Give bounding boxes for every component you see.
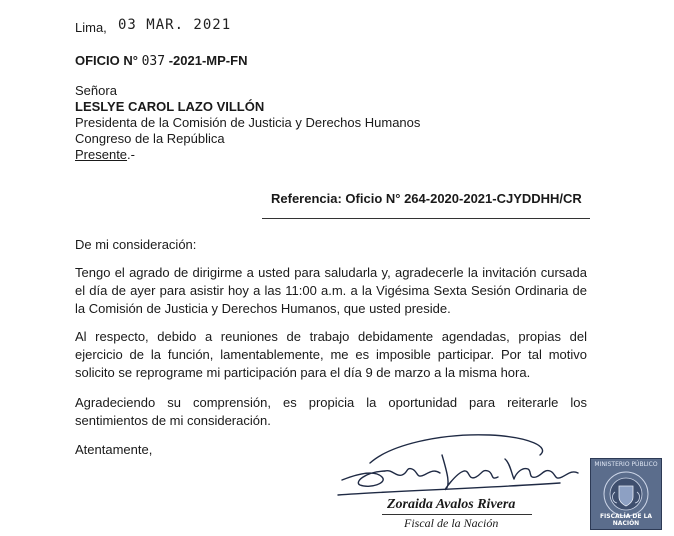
recipient-salutation: Señora: [75, 83, 117, 98]
seal-top-text: MINISTERIO PÚBLICO: [594, 461, 658, 468]
paragraph-2: Al respecto, debido a reuniones de trabajo debidamente agendadas, propias del ejercicio de la función, lamentablemente, me es imposible participar. Por tal motivo solicito se reprograme mi participación para el día 9 de marzo a la misma hora.: [75, 329, 587, 380]
recipient-name: LESLYE CAROL LAZO VILLÓN: [75, 99, 265, 114]
recipient-institution: Congreso de la República: [75, 131, 225, 146]
paragraph-3: Agradeciendo su comprensión, es propicia la oportunidad para reiterarle los sentimientos de mi consideración.: [75, 395, 587, 428]
office-number: 037: [141, 54, 166, 69]
signature-underline: [382, 514, 532, 515]
seal-bottom-text: FISCALÍA DE LA NACIÓN: [599, 513, 653, 527]
reference-underline: [262, 218, 590, 219]
place-label: Lima,: [75, 20, 107, 35]
office-suffix: -2021-MP-FN: [168, 53, 248, 68]
office-prefix: OFICIO N°: [75, 53, 138, 68]
presente-suffix: .-: [127, 147, 135, 162]
presente-word: Presente: [75, 147, 128, 162]
greeting: De mi consideración:: [75, 237, 197, 252]
paragraph-1: Tengo el agrado de dirigirme a usted para saludarla y, agradecerle la invitación cursada el día de ayer para asistir hoy a las 11:00 a.m. a la Vigésima Sexta Sesión Ordinaria de la Comisión de Justicia y Derechos Humanos, que usted preside.: [75, 265, 587, 316]
reference-line: Referencia: Oficio N° 264-2020-2021-CJYDDHH/CR: [271, 191, 582, 206]
recipient-role: Presidenta de la Comisión de Justicia y Derechos Humanos: [75, 115, 421, 130]
signatory-title: Fiscal de la Nación: [404, 516, 499, 530]
signatory-name: Zoraida Avalos Rivera: [387, 497, 516, 512]
office-reference: [75, 52, 247, 71]
recipient-presente: [75, 146, 135, 164]
date-stamp: 03 MAR. 2021: [118, 17, 232, 33]
closing: Atentamente,: [75, 442, 153, 457]
official-seal: [590, 458, 662, 530]
